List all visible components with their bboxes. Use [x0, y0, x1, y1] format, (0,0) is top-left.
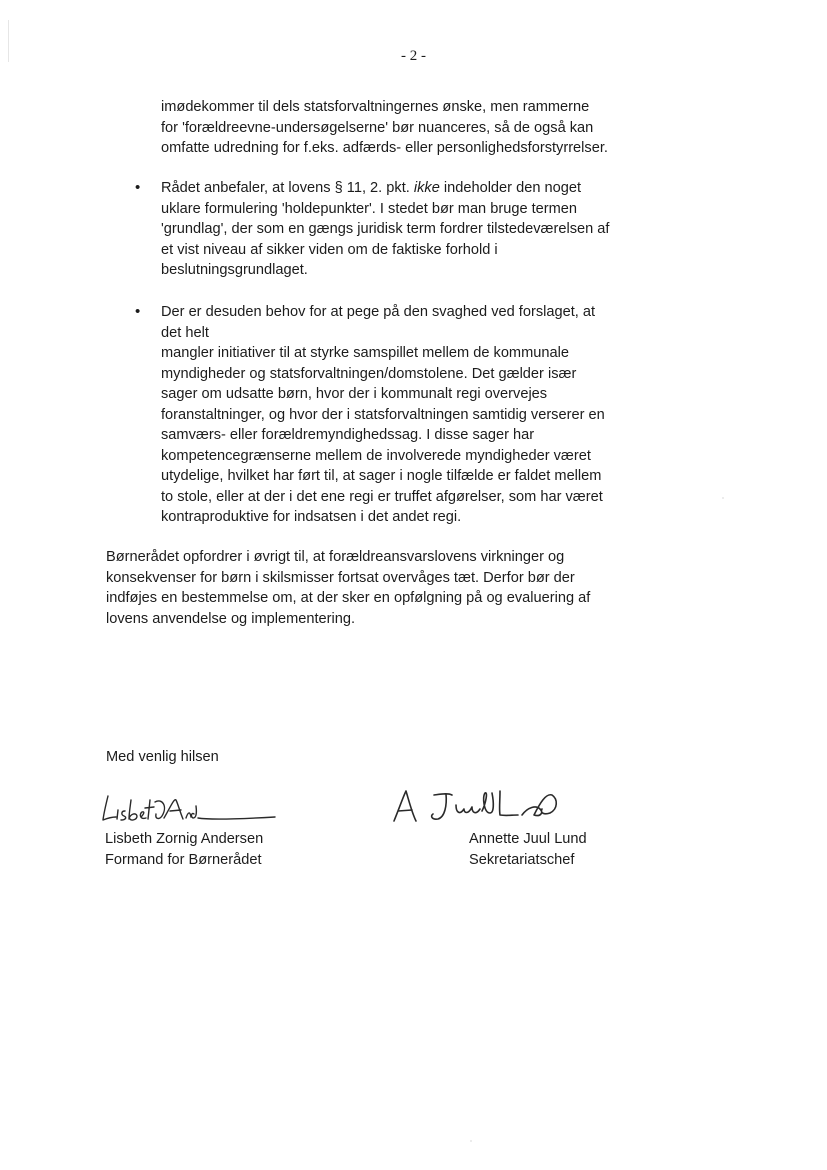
text-line: to stole, eller at der i det ene regi er truffet afgørelser, som har været [161, 488, 603, 505]
emphasized-word: ikke [413, 180, 440, 196]
bullet-paragraph-2 [161, 302, 605, 528]
text-line: foranstaltninger, og hvor der i statsforvaltningen samtidig verserer en [161, 406, 605, 423]
text-line [161, 178, 609, 199]
text-line: kontraproduktive for indsatsen i det andet regi. [161, 509, 462, 525]
text-line: utydelige, hvilket har ført til, at sager i nogle tilfælde er faldet mellem [161, 468, 602, 484]
signature-lisbeth [100, 790, 280, 826]
bullet-point: • [135, 179, 141, 196]
text-line: kompetencegrænserne mellem de involverede myndigheder været [161, 447, 591, 464]
signatory-name: Annette Juul Lund [469, 831, 587, 847]
scan-speck [470, 1140, 472, 1142]
text-line: for 'forældreevne-undersøgelserne' bør nuanceres, så de også kan [161, 119, 594, 136]
text-line: indføjes en bestemmelse om, at der sker en opfølgning på og evaluering af [106, 590, 591, 606]
bullet-paragraph-1 [161, 178, 609, 281]
signatory-right [469, 829, 587, 870]
text-line: imødekommer til dels statsforvaltningernes ønske, men rammerne [161, 99, 590, 115]
closing-paragraph [106, 547, 590, 629]
signature-annette [390, 785, 580, 827]
text-line: 'grundlag', der som en gængs juridisk term fordrer tilstedeværelsen af [161, 221, 610, 237]
text-line: beslutningsgrundlaget. [161, 262, 308, 278]
signatory-left [105, 829, 263, 870]
continuation-paragraph [161, 97, 608, 159]
text-line: Der er desuden behov for at pege på den svaghed ved forslaget, at [161, 304, 596, 320]
scan-speck [722, 497, 724, 499]
page-number: - 2 - [401, 48, 426, 64]
text-line: et vist niveau af sikker viden om de faktiske forhold i [161, 241, 498, 258]
text-line: konsekvenser for børn i skilsmisser fortsat overvåges tæt. Derfor bør der [106, 569, 575, 586]
text-line: myndigheder og statsforvaltningen/domstolene. Det gælder især [161, 365, 577, 382]
text-span: Rådet anbefaler, at lovens § 11, 2. pkt. [161, 180, 414, 196]
text-span: indeholder den noget [439, 180, 582, 196]
text-line: lovens anvendelse og implementering. [106, 610, 356, 627]
text-line: mangler initiativer til at styrke samspillet mellem de kommunale [161, 345, 569, 361]
bullet-point: • [135, 303, 141, 320]
signatory-name: Lisbeth Zornig Andersen [105, 831, 264, 847]
text-line: det helt [161, 324, 209, 341]
text-line: uklare formulering 'holdepunkter'. I stedet bør man bruge termen [161, 200, 578, 217]
text-line: Børnerådet opfordrer i øvrigt til, at forældreansvarslovens virkninger og [106, 549, 565, 565]
greeting: Med venlig hilsen [106, 749, 219, 765]
signatory-title: Sekretariatschef [469, 851, 575, 868]
signatory-title: Formand for Børnerådet [105, 851, 262, 868]
text-line: samværs- eller forældremyndighedssag. I disse sager har [161, 427, 535, 443]
text-line: sager om udsatte børn, hvor der i kommunalt regi overvejes [161, 386, 548, 402]
text-line: omfatte udredning for f.eks. adfærds- eller personlighedsforstyrrelser. [161, 140, 608, 156]
